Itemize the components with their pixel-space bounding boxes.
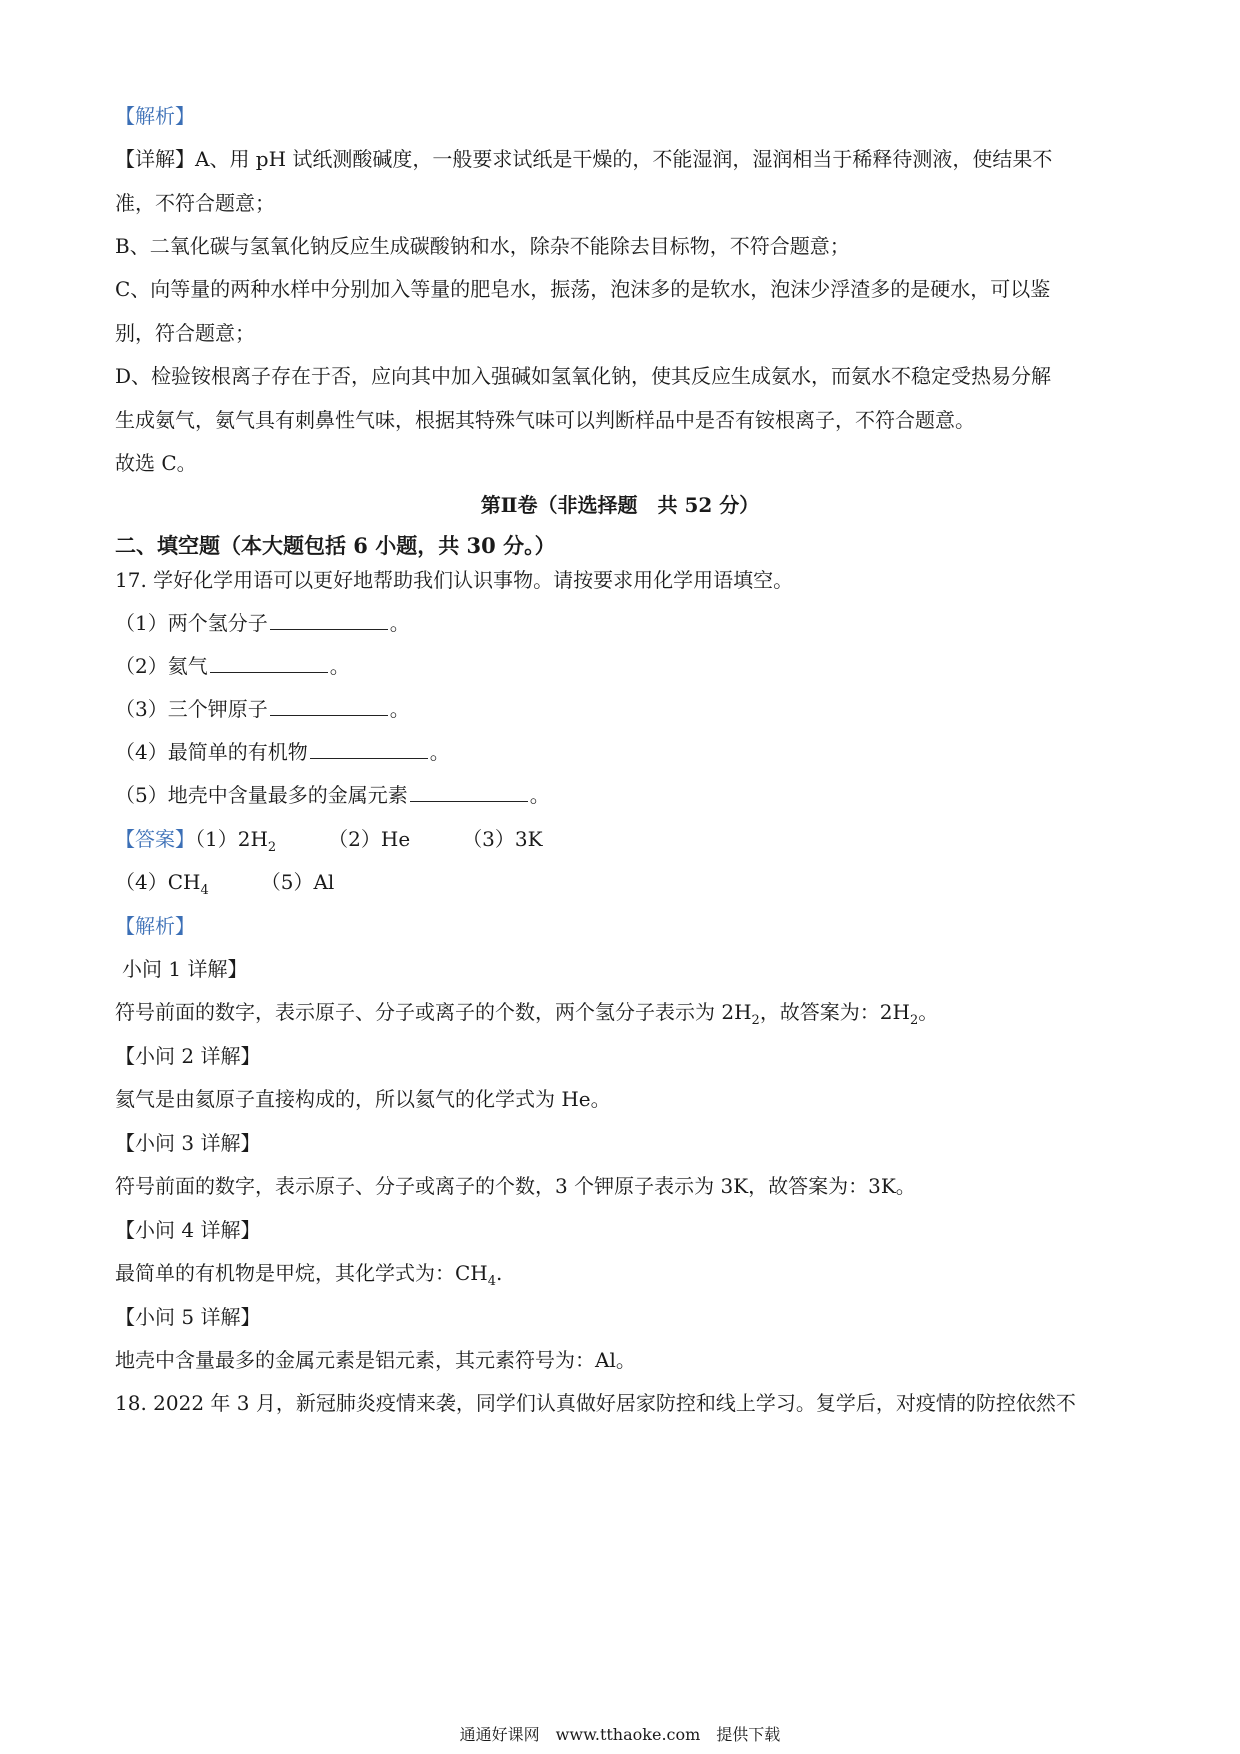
- analysis-label: 【解析】: [115, 104, 195, 128]
- option-b-explanation: B、二氧化碳与氢氧化钠反应生成碳酸钠和水，除杂不能除去目标物，不符合题意；: [115, 234, 850, 258]
- footer-credit: 通通好课网 www.tthaoke.com 提供下载: [459, 1725, 781, 1744]
- option-d-explanation-1: D、检验铵根离子存在于否，应向其中加入强碱如氢氧化钠，使其反应生成氨水，而氨水不稳定受热易分解: [115, 364, 1052, 388]
- sub4-title: 【小问 4 详解】: [115, 1218, 261, 1242]
- q17-item-2-text: （2）氦气: [115, 654, 208, 678]
- answer-5: （5）Al: [260, 870, 335, 894]
- answer-blank: [270, 697, 388, 716]
- q18-stem: 18. 2022 年 3 月，新冠肺炎疫情来袭，同学们认真做好居家防控和线上学习。复学后，对疫情的防控依然不: [115, 1391, 1076, 1415]
- q17-item-2-end: 。: [329, 654, 350, 678]
- q17-item-1-text: （1）两个氢分子: [115, 611, 268, 635]
- sub1-text: 符号前面的数字，表示原子、分子或离子的个数，两个氢分子表示为 $2H_2$，故答案为：$2H_2$。: [115, 1000, 939, 1028]
- answer-1: $(1)2H_2$: [195, 827, 277, 855]
- sub2-title: 【小问 2 详解】: [115, 1044, 261, 1068]
- detail-line-2: 准，不符合题意；: [115, 191, 275, 215]
- answer-4: $(4)CH_4$: [115, 870, 209, 898]
- sub3-text: 符号前面的数字，表示原子、分子或离子的个数，3 个钾原子表示为 3K，故答案为：3K。: [115, 1174, 916, 1198]
- option-c-explanation-2: 别，符合题意；: [115, 321, 255, 345]
- answer-blank: [270, 611, 388, 630]
- volume-title: 第Ⅱ卷（非选择题 共 52 分）: [480, 493, 760, 517]
- answer-blank: [410, 783, 528, 802]
- sub5-title: 【小问 5 详解】: [115, 1305, 261, 1329]
- section-heading: 二、填空题（本大题包括 6 小题，共 30 分。）: [115, 533, 556, 558]
- sub4-text: 最简单的有机物是甲烷，其化学式为：$CH_4$.: [115, 1261, 503, 1289]
- q17-item-1-end: 。: [389, 611, 410, 635]
- answer-blank: [310, 740, 428, 759]
- answer-2: （2）He: [328, 827, 411, 851]
- answer-label: 【答案】: [115, 827, 195, 851]
- q17-item-3: [115, 696, 1135, 722]
- q17-analysis-label: 【解析】: [115, 914, 195, 938]
- final-choice: 故选 C。: [115, 451, 197, 475]
- q17-stem: 17. 学好化学用语可以更好地帮助我们认识事物。请按要求用化学用语填空。: [115, 568, 794, 592]
- sub3-title: 【小问 3 详解】: [115, 1131, 261, 1155]
- option-c-explanation-1: C、向等量的两种水样中分别加入等量的肥皂水，振荡，泡沫多的是软水，泡沫少浮渣多的是硬水，可以鉴: [115, 277, 1051, 301]
- sub2-text: 氦气是由氦原子直接构成的，所以氦气的化学式为 He。: [115, 1087, 611, 1111]
- answer-3: （3）3K: [462, 827, 543, 851]
- q17-item-5: [115, 782, 1135, 808]
- sub5-text: 地壳中含量最多的金属元素是铝元素，其元素符号为：Al。: [115, 1348, 636, 1372]
- q17-item-5-text: （5）地壳中含量最多的金属元素: [115, 783, 408, 807]
- q17-item-1: [115, 610, 1135, 636]
- q17-item-4-text: （4）最简单的有机物: [115, 740, 308, 764]
- q17-answer-line-1: [115, 826, 1135, 861]
- q17-item-3-text: （3）三个钾原子: [115, 697, 268, 721]
- sub1-title: 小问 1 详解】: [122, 957, 248, 981]
- answer-blank: [210, 654, 328, 673]
- q17-answer-line-2: [115, 869, 1135, 904]
- q17-item-4: [115, 739, 1135, 765]
- q17-item-4-end: 。: [429, 740, 450, 764]
- q17-item-5-end: 。: [529, 783, 550, 807]
- q17-item-3-end: 。: [389, 697, 410, 721]
- detail-line-1: 【详解】A、用 pH 试纸测酸碱度，一般要求试纸是干燥的，不能湿润，湿润相当于稀释待测液，使结果不: [115, 147, 1053, 171]
- option-d-explanation-2: 生成氨气，氨气具有刺鼻性气味，根据其特殊气味可以判断样品中是否有铵根离子，不符合题意。: [115, 408, 975, 432]
- q17-item-2: [115, 653, 1135, 679]
